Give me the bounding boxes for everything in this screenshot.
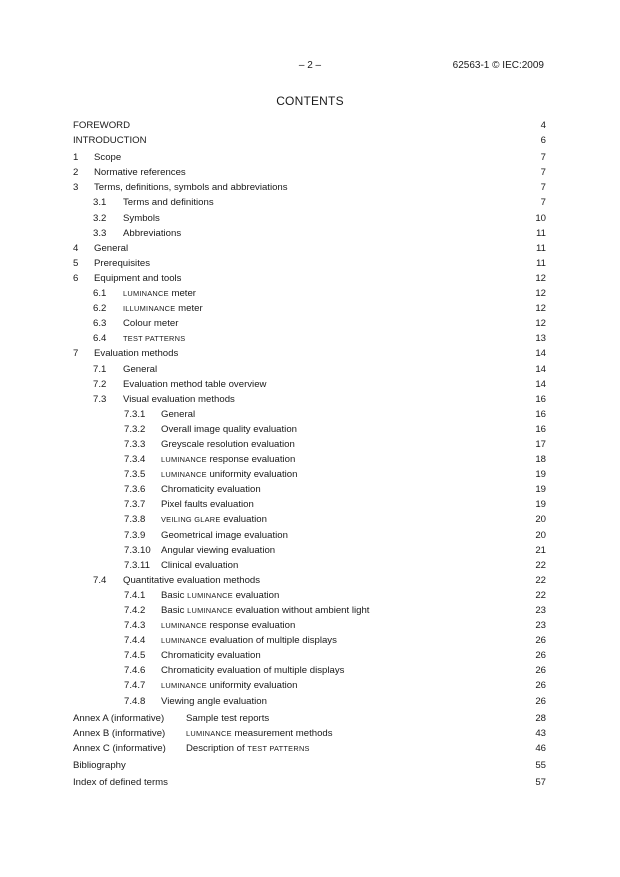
dot-leader: [123, 222, 532, 223]
toc-entry-label: Visual evaluation methods: [123, 392, 532, 407]
toc-entry-number: 3.1: [93, 197, 107, 209]
toc-entry[interactable]: [73, 775, 546, 790]
toc-entry-page: 16: [532, 392, 546, 407]
toc-entry[interactable]: [73, 165, 546, 180]
toc-entry-label: LUMINANCE uniformity evaluation: [161, 467, 532, 482]
toc-entry-page: 26: [532, 694, 546, 709]
toc-entry-label: Terms and definitions: [123, 195, 532, 210]
toc-entry-page: 16: [532, 407, 546, 422]
toc-entry-number: 7.3.4: [124, 454, 146, 466]
toc-entry-page: 20: [532, 528, 546, 543]
dot-leader: [73, 129, 532, 130]
table-of-contents: [73, 118, 546, 790]
toc-entry-page: 19: [532, 482, 546, 497]
toc-entry-number: 7.4.4: [124, 635, 146, 647]
toc-entry[interactable]: [73, 648, 546, 663]
toc-entry-label: Symbols: [123, 211, 532, 226]
toc-entry-page: 23: [532, 618, 546, 633]
toc-entry-page: 57: [532, 775, 546, 790]
toc-entry-label: Normative references: [94, 165, 532, 180]
toc-entry-page: 10: [532, 211, 546, 226]
toc-entry-number: 6.4: [93, 333, 107, 345]
toc-entry-label: Index of defined terms: [73, 775, 532, 790]
toc-entry[interactable]: [73, 241, 546, 256]
toc-entry-label: Greyscale resolution evaluation: [161, 437, 532, 452]
toc-entry-page: 19: [532, 467, 546, 482]
toc-entry-page: 18: [532, 452, 546, 467]
toc-entry-label: LUMINANCE response evaluation: [161, 452, 532, 467]
toc-entry-label: Description of TEST PATTERNS: [186, 741, 532, 756]
document-reference: 62563-1 © IEC:2009: [452, 60, 544, 71]
toc-entry[interactable]: [73, 558, 546, 573]
toc-entry[interactable]: [73, 422, 546, 437]
toc-entry[interactable]: [73, 346, 546, 361]
toc-entry-number: 7.3.10: [124, 544, 151, 556]
toc-entry-page: 26: [532, 648, 546, 663]
toc-entry[interactable]: [73, 694, 546, 709]
toc-entry-label: Quantitative evaluation methods: [123, 573, 532, 588]
toc-entry-page: 12: [532, 286, 546, 301]
toc-entry-number: 3.2: [93, 212, 107, 224]
toc-entry-number: 7.3.3: [124, 438, 146, 450]
toc-entry[interactable]: [73, 678, 546, 693]
toc-entry[interactable]: [73, 316, 546, 331]
toc-entry[interactable]: [73, 331, 546, 346]
toc-entry-number: 7.3.11: [124, 559, 150, 571]
toc-entry-label: Basic LUMINANCE evaluation: [161, 588, 532, 603]
toc-entry-number: 7.4.2: [124, 605, 146, 616]
page-header: [0, 60, 620, 74]
toc-entry-page: 7: [532, 180, 546, 195]
toc-entry-number: 3.3: [93, 227, 107, 239]
toc-entry-number: 7.3.5: [124, 469, 146, 481]
dot-leader: [73, 769, 532, 770]
toc-entry[interactable]: [73, 437, 546, 452]
toc-entry-label: INTRODUCTION: [73, 133, 532, 148]
toc-entry-label: LUMINANCE uniformity evaluation: [161, 678, 532, 693]
toc-entry-page: 4: [532, 118, 546, 133]
toc-entry-label: General: [123, 362, 532, 377]
toc-entry-page: 13: [532, 331, 546, 346]
dot-leader: [94, 252, 532, 253]
toc-entry-number: 7.3.2: [124, 423, 146, 435]
dot-leader: [123, 373, 532, 374]
toc-entry[interactable]: [73, 211, 546, 226]
toc-entry-number: 2: [73, 167, 79, 179]
toc-entry-label: Overall image quality evaluation: [161, 422, 532, 437]
toc-entry-number: 7.4.5: [124, 650, 146, 662]
toc-entry[interactable]: [73, 633, 546, 648]
toc-entry-number: 7.3.8: [124, 514, 146, 526]
dot-leader: [94, 161, 532, 162]
dot-leader: [161, 418, 532, 419]
toc-entry-label: Viewing angle evaluation: [161, 694, 532, 709]
toc-entry-page: 26: [532, 678, 546, 693]
toc-entry-label: Prerequisites: [94, 256, 532, 271]
toc-entry-label: Chromaticity evaluation: [161, 482, 532, 497]
toc-entry[interactable]: [73, 286, 546, 301]
toc-entry-label: Evaluation method table overview: [123, 377, 532, 392]
toc-entry-page: 17: [532, 437, 546, 452]
toc-entry-page: 46: [532, 741, 546, 756]
toc-entry[interactable]: [73, 618, 546, 633]
toc-entry[interactable]: [73, 726, 546, 741]
toc-entry-page: 23: [532, 603, 546, 618]
toc-entry-page: 11: [532, 241, 546, 256]
toc-entry-page: 22: [532, 558, 546, 573]
toc-entry-number: Annex B (informative): [73, 727, 166, 739]
toc-entry-number: 5: [73, 257, 79, 269]
toc-entry-label: Equipment and tools: [94, 271, 532, 286]
contents-title: CONTENTS: [276, 94, 344, 108]
toc-entry[interactable]: [73, 362, 546, 377]
toc-entry-label: Basic LUMINANCE evaluation without ambient light: [161, 603, 532, 618]
toc-entry-page: 26: [532, 663, 546, 678]
toc-entry-number: 7.4.7: [124, 680, 146, 692]
toc-entry-number: 7.3.1: [124, 408, 146, 420]
toc-entry-label: Scope: [94, 150, 532, 165]
toc-entry-page: 43: [532, 726, 546, 741]
toc-entry[interactable]: [73, 377, 546, 392]
toc-entry-label: Sample test reports: [186, 711, 532, 726]
toc-entry-number: 7.3.7: [124, 499, 146, 511]
toc-entry-page: 55: [532, 758, 546, 773]
toc-entry[interactable]: [73, 528, 546, 543]
toc-entry-label: TEST PATTERNS: [123, 331, 532, 346]
toc-entry-label: LUMINANCE measurement methods: [186, 726, 532, 741]
toc-entry-page: 14: [532, 346, 546, 361]
toc-entry[interactable]: [73, 133, 546, 148]
toc-entry-page: 22: [532, 573, 546, 588]
toc-entry[interactable]: [73, 226, 546, 241]
toc-entry-label: Clinical evaluation: [161, 558, 532, 573]
toc-entry[interactable]: [73, 741, 546, 756]
toc-entry[interactable]: [73, 711, 546, 726]
toc-entry[interactable]: [73, 482, 546, 497]
toc-entry[interactable]: [73, 407, 546, 422]
dot-leader: [123, 327, 532, 328]
toc-entry-page: 7: [532, 150, 546, 165]
toc-entry-page: 20: [532, 512, 546, 527]
toc-entry-page: 19: [532, 497, 546, 512]
toc-entry-label: Bibliography: [73, 758, 532, 773]
toc-entry[interactable]: [73, 588, 546, 603]
toc-entry-page: 12: [532, 316, 546, 331]
page-number: – 2 –: [298, 60, 322, 71]
toc-entry[interactable]: [73, 118, 546, 133]
toc-entry-page: 7: [532, 165, 546, 180]
toc-entry-label: General: [94, 241, 532, 256]
toc-entry[interactable]: [73, 150, 546, 165]
toc-entry[interactable]: [73, 301, 546, 316]
toc-entry[interactable]: [73, 603, 546, 618]
toc-entry-page: 6: [532, 133, 546, 148]
toc-entry-page: 28: [532, 711, 546, 726]
toc-entry-label: Geometrical image evaluation: [161, 528, 532, 543]
toc-entry[interactable]: [73, 497, 546, 512]
toc-entry-page: 11: [532, 226, 546, 241]
toc-entry-page: 14: [532, 377, 546, 392]
dot-leader: [123, 237, 532, 238]
toc-entry-label: Pixel faults evaluation: [161, 497, 532, 512]
toc-entry-number: 7.4.8: [124, 695, 146, 707]
toc-entry-number: 7: [73, 348, 79, 360]
toc-entry-number: 7.3: [93, 393, 107, 405]
toc-entry-label: FOREWORD: [73, 118, 532, 133]
toc-entry-number: 7.4.1: [124, 589, 146, 601]
toc-entry-label: Abbreviations: [123, 226, 532, 241]
toc-entry-page: 21: [532, 543, 546, 558]
toc-entry-number: 7.4.6: [124, 665, 146, 677]
toc-entry-page: 14: [532, 362, 546, 377]
toc-entry[interactable]: [73, 467, 546, 482]
toc-entry-number: 4: [73, 242, 79, 254]
toc-entry-page: 22: [532, 588, 546, 603]
toc-entry-page: 11: [532, 256, 546, 271]
toc-entry-label: Evaluation methods: [94, 346, 532, 361]
toc-entry-number: Annex C (informative): [73, 742, 166, 754]
toc-entry-page: 26: [532, 633, 546, 648]
toc-entry[interactable]: [73, 452, 546, 467]
toc-entry[interactable]: [73, 180, 546, 195]
toc-entry-page: 16: [532, 422, 546, 437]
dot-leader: [94, 267, 532, 268]
toc-entry-label: Chromaticity evaluation of multiple displays: [161, 663, 532, 678]
toc-entry[interactable]: [73, 195, 546, 210]
toc-entry-label: LUMINANCE evaluation of multiple displays: [161, 633, 532, 648]
toc-entry-label: LUMINANCE response evaluation: [161, 618, 532, 633]
toc-entry-page: 12: [532, 301, 546, 316]
toc-entry[interactable]: [73, 512, 546, 527]
toc-entry-page: 7: [532, 195, 546, 210]
toc-entry-label: Terms, definitions, symbols and abbreviations: [94, 180, 532, 195]
toc-entry-label: General: [161, 407, 532, 422]
toc-entry-number: 7.3.9: [124, 529, 146, 541]
toc-entry-number: 7.2: [93, 378, 107, 390]
toc-entry-number: 6.3: [93, 318, 107, 330]
toc-entry-label: Chromaticity evaluation: [161, 648, 532, 663]
toc-entry-number: 3: [73, 182, 79, 194]
toc-entry-label: Colour meter: [123, 316, 532, 331]
toc-entry[interactable]: [73, 271, 546, 286]
toc-entry-number: 7.3.6: [124, 484, 146, 496]
toc-entry[interactable]: [73, 543, 546, 558]
toc-entry-number: Annex A (informative): [73, 712, 165, 724]
toc-entry[interactable]: [73, 758, 546, 773]
toc-entry-label: LUMINANCE meter: [123, 286, 532, 301]
toc-entry[interactable]: [73, 392, 546, 407]
toc-entry-number: 7.1: [93, 363, 107, 375]
toc-entry-number: 6.1: [93, 288, 107, 300]
toc-entry-number: 7.4: [93, 574, 107, 586]
toc-entry[interactable]: [73, 573, 546, 588]
toc-entry-number: 6: [73, 272, 79, 284]
toc-entry[interactable]: [73, 663, 546, 678]
toc-entry-number: 7.4.3: [124, 620, 146, 632]
toc-entry-label: ILLUMINANCE meter: [123, 301, 532, 316]
toc-entry[interactable]: [73, 256, 546, 271]
toc-entry-label: Angular viewing evaluation: [161, 543, 532, 558]
toc-entry-number: 6.2: [93, 303, 107, 315]
toc-entry-label: VEILING GLARE evaluation: [161, 512, 532, 527]
toc-entry-number: 1: [73, 152, 79, 164]
toc-entry-page: 12: [532, 271, 546, 286]
